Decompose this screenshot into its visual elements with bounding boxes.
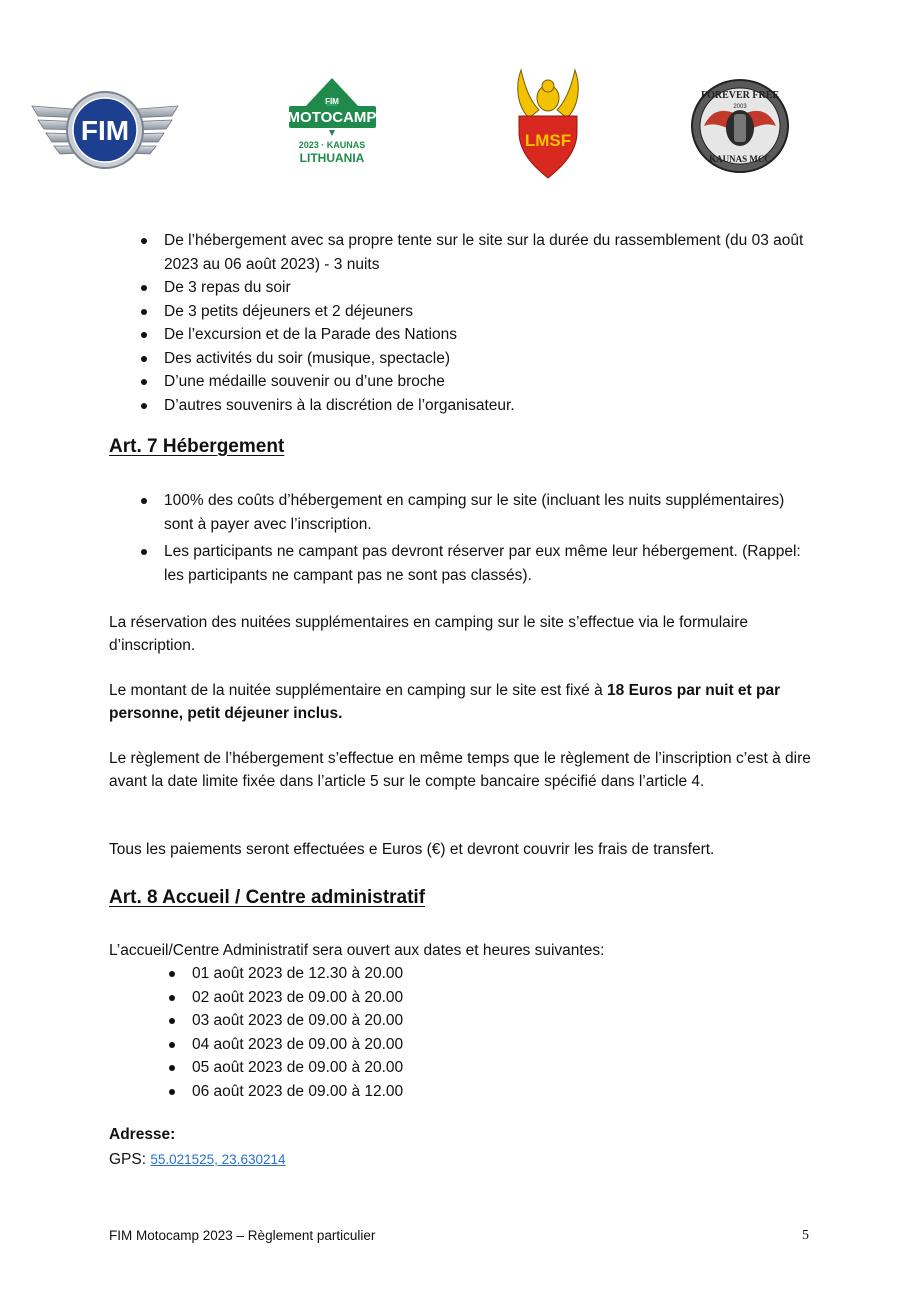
svg-text:2003: 2003 (733, 104, 747, 110)
kaunas-mcc-logo (690, 78, 790, 174)
list-item: 05 août 2023 de 09.00 à 20.00 (0, 1056, 592, 1080)
page-number: 5 (802, 1228, 809, 1243)
amount-paragraph (109, 679, 814, 725)
logo-header (0, 60, 919, 185)
svg-text:MOTOCAMP: MOTOCAMP (287, 109, 377, 126)
list-item: 03 août 2023 de 09.00 à 20.00 (0, 1009, 592, 1033)
list-item: 01 août 2023 de 12.30 à 20.00 (0, 962, 592, 986)
svg-text:LITHUANIA: LITHUANIA (299, 151, 365, 165)
list-item: De l’excursion et de la Parade des Nations (0, 323, 814, 347)
gps-line (109, 1151, 286, 1169)
list-item: 02 août 2023 de 09.00 à 20.00 (0, 986, 592, 1010)
svg-text:FIM: FIM (325, 97, 339, 106)
list-item: D’une médaille souvenir ou d’une broche (0, 370, 814, 394)
footer-title: FIM Motocamp 2023 – Règlement particulier (109, 1228, 376, 1243)
opening-dates-list (0, 962, 592, 1103)
fim-logo (30, 88, 180, 173)
list-item: De 3 petits déjeuners et 2 déjeuners (0, 300, 814, 324)
list-item: D’autres souvenirs à la discrétion de l’organisateur. (0, 394, 814, 418)
list-item: Les participants ne campant pas devront réserver par eux même leur hébergement. (Rappel: les participants ne campant pas ne sont pas classés). (0, 540, 814, 587)
list-item: 06 août 2023 de 09.00 à 12.00 (0, 1080, 592, 1104)
amount-bold-text: 18 Euros par nuit et par personne, petit déjeuner inclus. (109, 682, 781, 722)
lmsf-logo (513, 66, 583, 181)
reservation-paragraph: La réservation des nuitées supplémentaires en camping sur le site s’effectue via le formulaire d’inscription. (109, 614, 748, 654)
svg-text:KAUNAS MCC: KAUNAS MCC (709, 154, 771, 164)
svg-text:FOREVER FREE: FOREVER FREE (700, 90, 780, 101)
list-item: 100% des coûts d’hébergement en camping sur le site (incluant les nuits supplémentaires) sont à payer avec l’inscription. (0, 489, 814, 536)
list-item: Des activités du soir (musique, spectacle) (0, 347, 814, 371)
art7-heading: Art. 7 Hébergement (109, 436, 285, 457)
gps-link[interactable]: 55.021525, 23.630214 (150, 1152, 286, 1167)
opening-intro: L’accueil/Centre Administratif sera ouvert aux dates et heures suivantes: (109, 942, 605, 959)
art8-heading: Art. 8 Accueil / Centre administratif (109, 887, 426, 908)
svg-text:LMSF: LMSF (524, 131, 572, 150)
motocamp-logo (285, 76, 380, 172)
svg-text:2023 · KAUNAS: 2023 · KAUNAS (298, 140, 366, 150)
included-items-list (0, 229, 814, 417)
list-item: 04 août 2023 de 09.00 à 20.00 (0, 1033, 592, 1057)
address-label: Adresse: (109, 1126, 176, 1143)
art7-bullets (0, 489, 814, 591)
amount-text: Le montant de la nuitée supplémentaire en camping sur le site est fixé à (109, 682, 608, 699)
gps-label: GPS: (109, 1151, 151, 1168)
list-item: De 3 repas du soir (0, 276, 814, 300)
payment-paragraph: Le règlement de l’hébergement s’effectue en même temps que le règlement de l’inscription c’est à dire avant la date limite fixée dans l’article 5 sur le compte bancaire spécifié dans l’article 4. (109, 750, 811, 790)
list-item: De l’hébergement avec sa propre tente sur le site sur la durée du rassemblement (du 03 août 2023 au 06 août 2023) - 3 nuits (0, 229, 814, 276)
currency-paragraph: Tous les paiements seront effectuées e Euros (€) et devront couvrir les frais de transfert. (109, 841, 715, 858)
svg-text:FIM: FIM (80, 115, 130, 146)
